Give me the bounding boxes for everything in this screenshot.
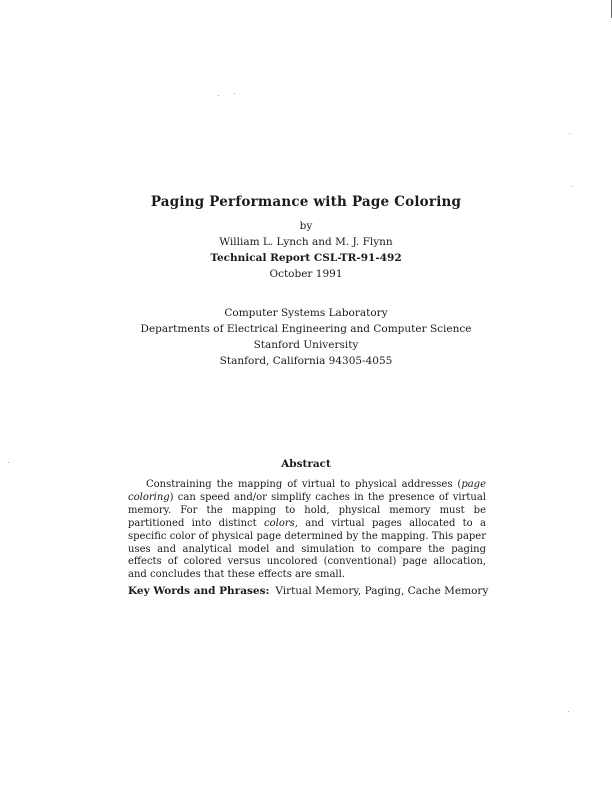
abstract-text-part: Constraining the mapping of virtual to physical addresses ( [146,479,462,490]
abstract-text-part: , and virtual pages allocated to a specific color of physical page determined by the mapping. This paper uses and analytical model and simulation to compare the paging effects of colored versus uncolored (conventional) page allocation, and concludes that these effects are small. [128,517,486,581]
by-line: by [299,220,313,232]
keywords-label: Key Words and Phrases: [128,585,270,597]
publication-date: October 1991 [269,268,343,280]
scan-speck [218,95,219,96]
paper-title: Paging Performance with Page Coloring [150,194,462,210]
scan-speck [234,93,235,94]
abstract-text [128,479,486,582]
laboratory: Computer Systems Laboratory [224,307,388,319]
abstract-heading: Abstract [281,458,331,470]
abstract-text-part: ) can speed and/or simplify caches in the presence of virtual memory. For the mapping to hold, physical memory must be partitioned into distinct [128,491,486,529]
scan-speck [568,711,569,712]
scan-speck [569,133,570,134]
keywords-values: Virtual Memory, Paging, Cache Memory [275,585,489,597]
university: Stanford University [253,339,359,351]
scan-speck [571,186,572,187]
address: Stanford, California 94305-4055 [219,355,393,367]
departments: Departments of Electrical Engineering and Computer Science [140,323,472,335]
authors: William L. Lynch and M. J. Flynn [219,236,393,248]
abstract-emphasis: page coloring [128,479,486,503]
keywords-line [128,584,488,599]
abstract-emphasis: colors [264,517,295,529]
report-number: Technical Report CSL-TR-91-492 [210,252,402,264]
